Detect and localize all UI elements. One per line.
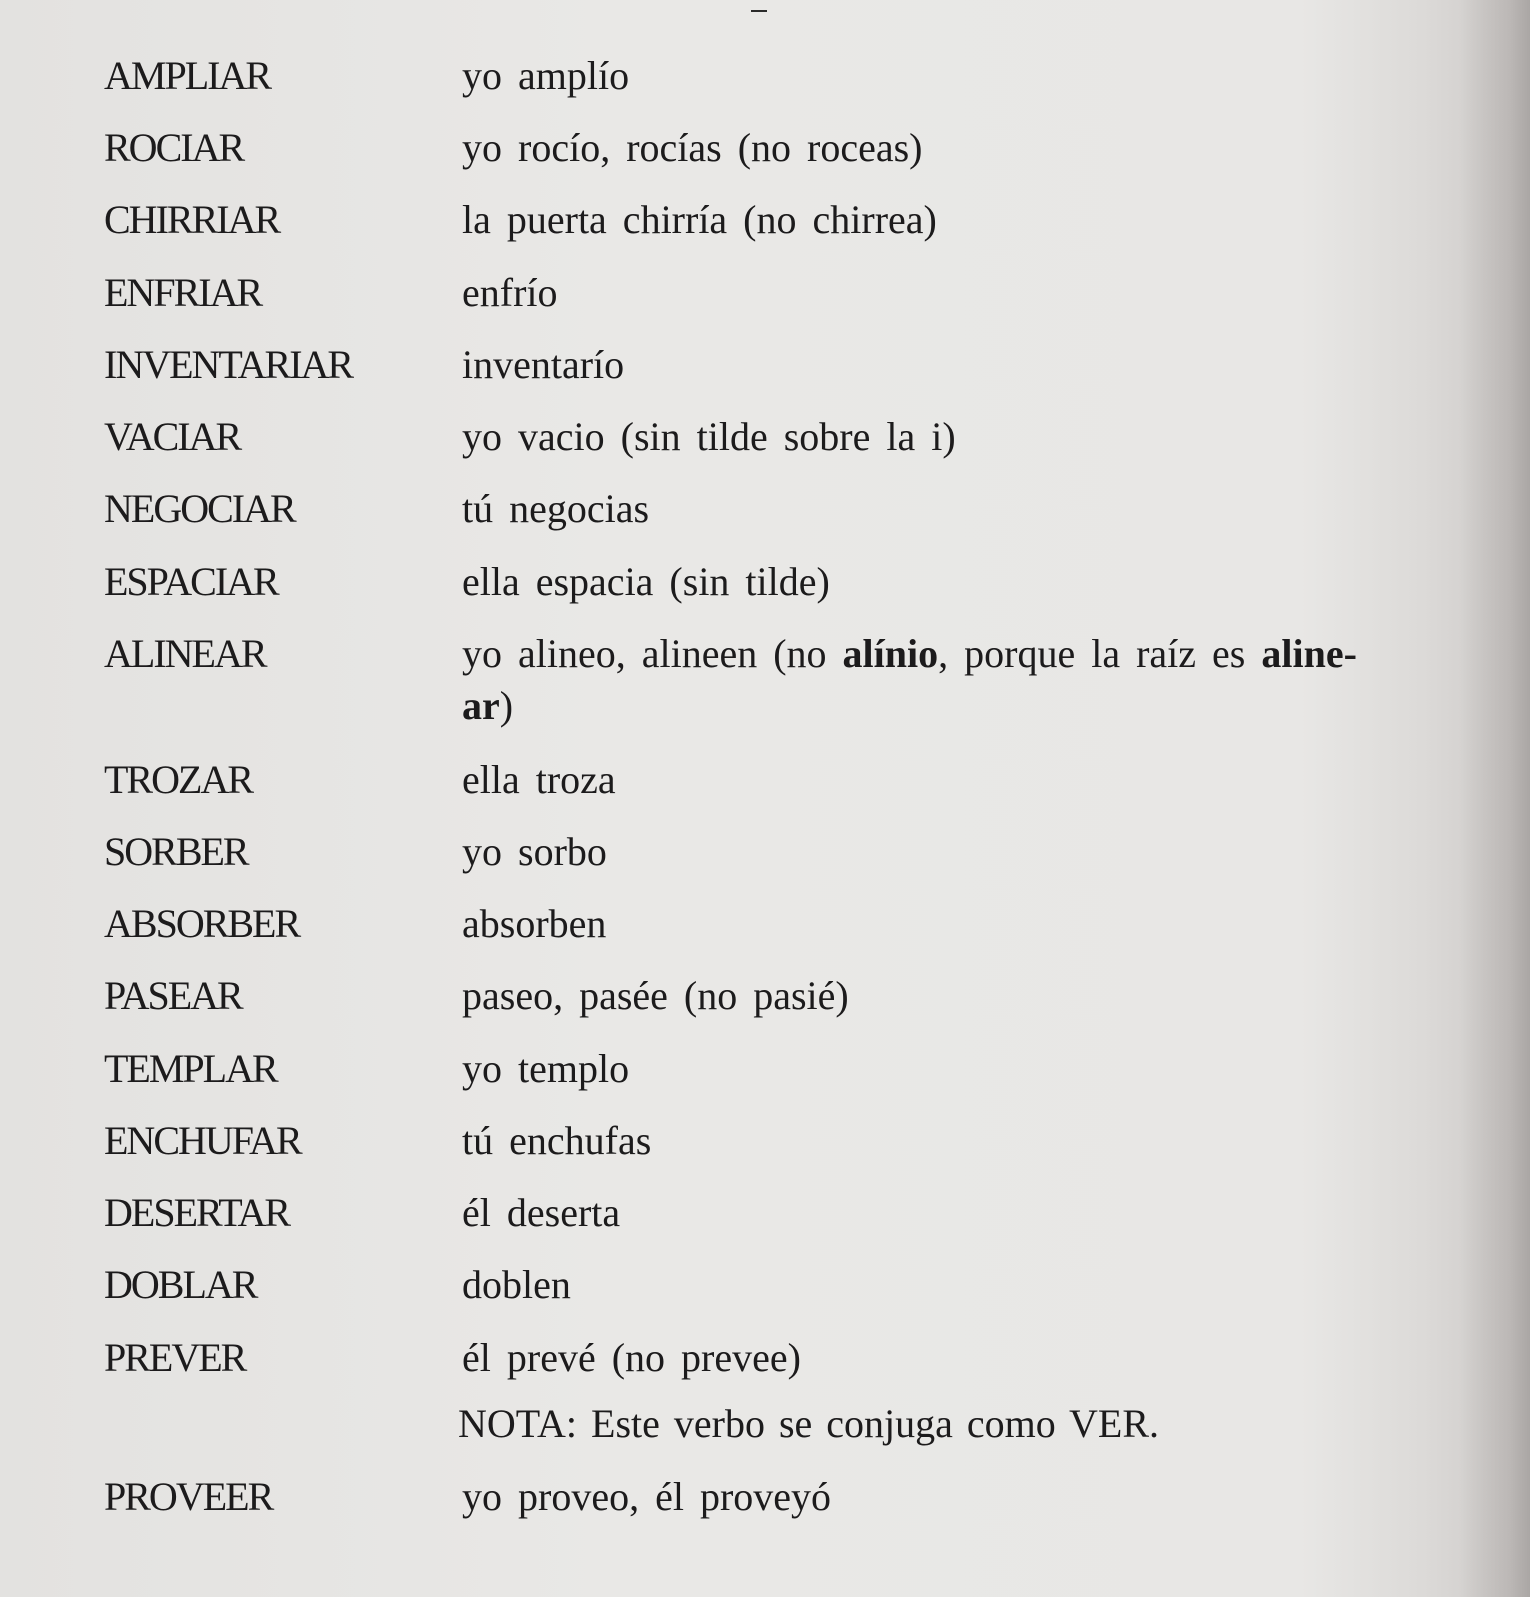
verb-example: ella espacia (sin tilde)	[462, 559, 830, 604]
example-text: yo alineo, alineen (no	[462, 631, 843, 676]
example-bold-text: alínio	[842, 631, 939, 676]
verb-name: INVENTARIAR	[104, 342, 353, 387]
verb-name: CHIRRIAR	[104, 197, 280, 242]
verb-example: paseo, pasée (no pasié)	[462, 973, 849, 1018]
verb-example: yo amplío	[462, 53, 630, 98]
verb-name: TEMPLAR	[104, 1046, 277, 1091]
verb-row-alinear	[0, 628, 1530, 738]
verb-name: TROZAR	[104, 757, 252, 802]
verb-name: DOBLAR	[104, 1262, 257, 1307]
verb-name: DESERTAR	[104, 1190, 290, 1235]
verb-name: PROVEER	[104, 1474, 273, 1519]
example-text: , porque la raíz es	[938, 631, 1262, 676]
verb-example: tú negocias	[462, 486, 650, 531]
verb-name: PASEAR	[104, 973, 242, 1018]
verb-name: ESPACIAR	[104, 559, 278, 604]
verb-name: ROCIAR	[104, 125, 244, 170]
verb-example-continuation	[462, 680, 513, 732]
verb-example: absorben	[462, 901, 607, 946]
conjugation-note: NOTA: Este verbo se conjuga como VER.	[458, 1401, 1160, 1446]
verb-example: yo rocío, rocías (no roceas)	[462, 125, 923, 170]
verb-example: él deserta	[462, 1190, 621, 1235]
verb-example: doblen	[462, 1262, 571, 1307]
verb-name: AMPLIAR	[104, 53, 271, 98]
verb-example: él prevé (no prevee)	[462, 1335, 801, 1380]
verb-name: ABSORBER	[104, 901, 300, 946]
verb-example	[462, 628, 1357, 680]
verb-name: ENCHUFAR	[104, 1118, 301, 1163]
example-text: )	[499, 683, 514, 728]
verb-example: yo sorbo	[462, 829, 607, 874]
verb-name: SORBER	[104, 829, 248, 874]
verb-name: VACIAR	[104, 414, 241, 459]
verb-example: yo templo	[462, 1046, 630, 1091]
verb-name: NEGOCIAR	[104, 486, 295, 531]
verb-example: inventarío	[462, 342, 625, 387]
verb-example: tú enchufas	[462, 1118, 652, 1163]
verb-name: ENFRIAR	[104, 270, 262, 315]
verb-example: la puerta chirría (no chirrea)	[462, 197, 937, 242]
verb-name: ALINEAR	[104, 631, 266, 676]
example-bold-text: ar	[462, 683, 500, 728]
verb-example: enfrío	[462, 270, 558, 315]
page-mark	[751, 10, 767, 12]
book-spine-shadow	[1460, 0, 1530, 1597]
example-bold-text: aline-	[1261, 631, 1357, 676]
verb-example: yo vacio (sin tilde sobre la i)	[462, 414, 956, 459]
verb-example: ella troza	[462, 757, 616, 802]
verb-name: PREVER	[104, 1335, 246, 1380]
verb-example: yo proveo, él proveyó	[462, 1474, 832, 1519]
